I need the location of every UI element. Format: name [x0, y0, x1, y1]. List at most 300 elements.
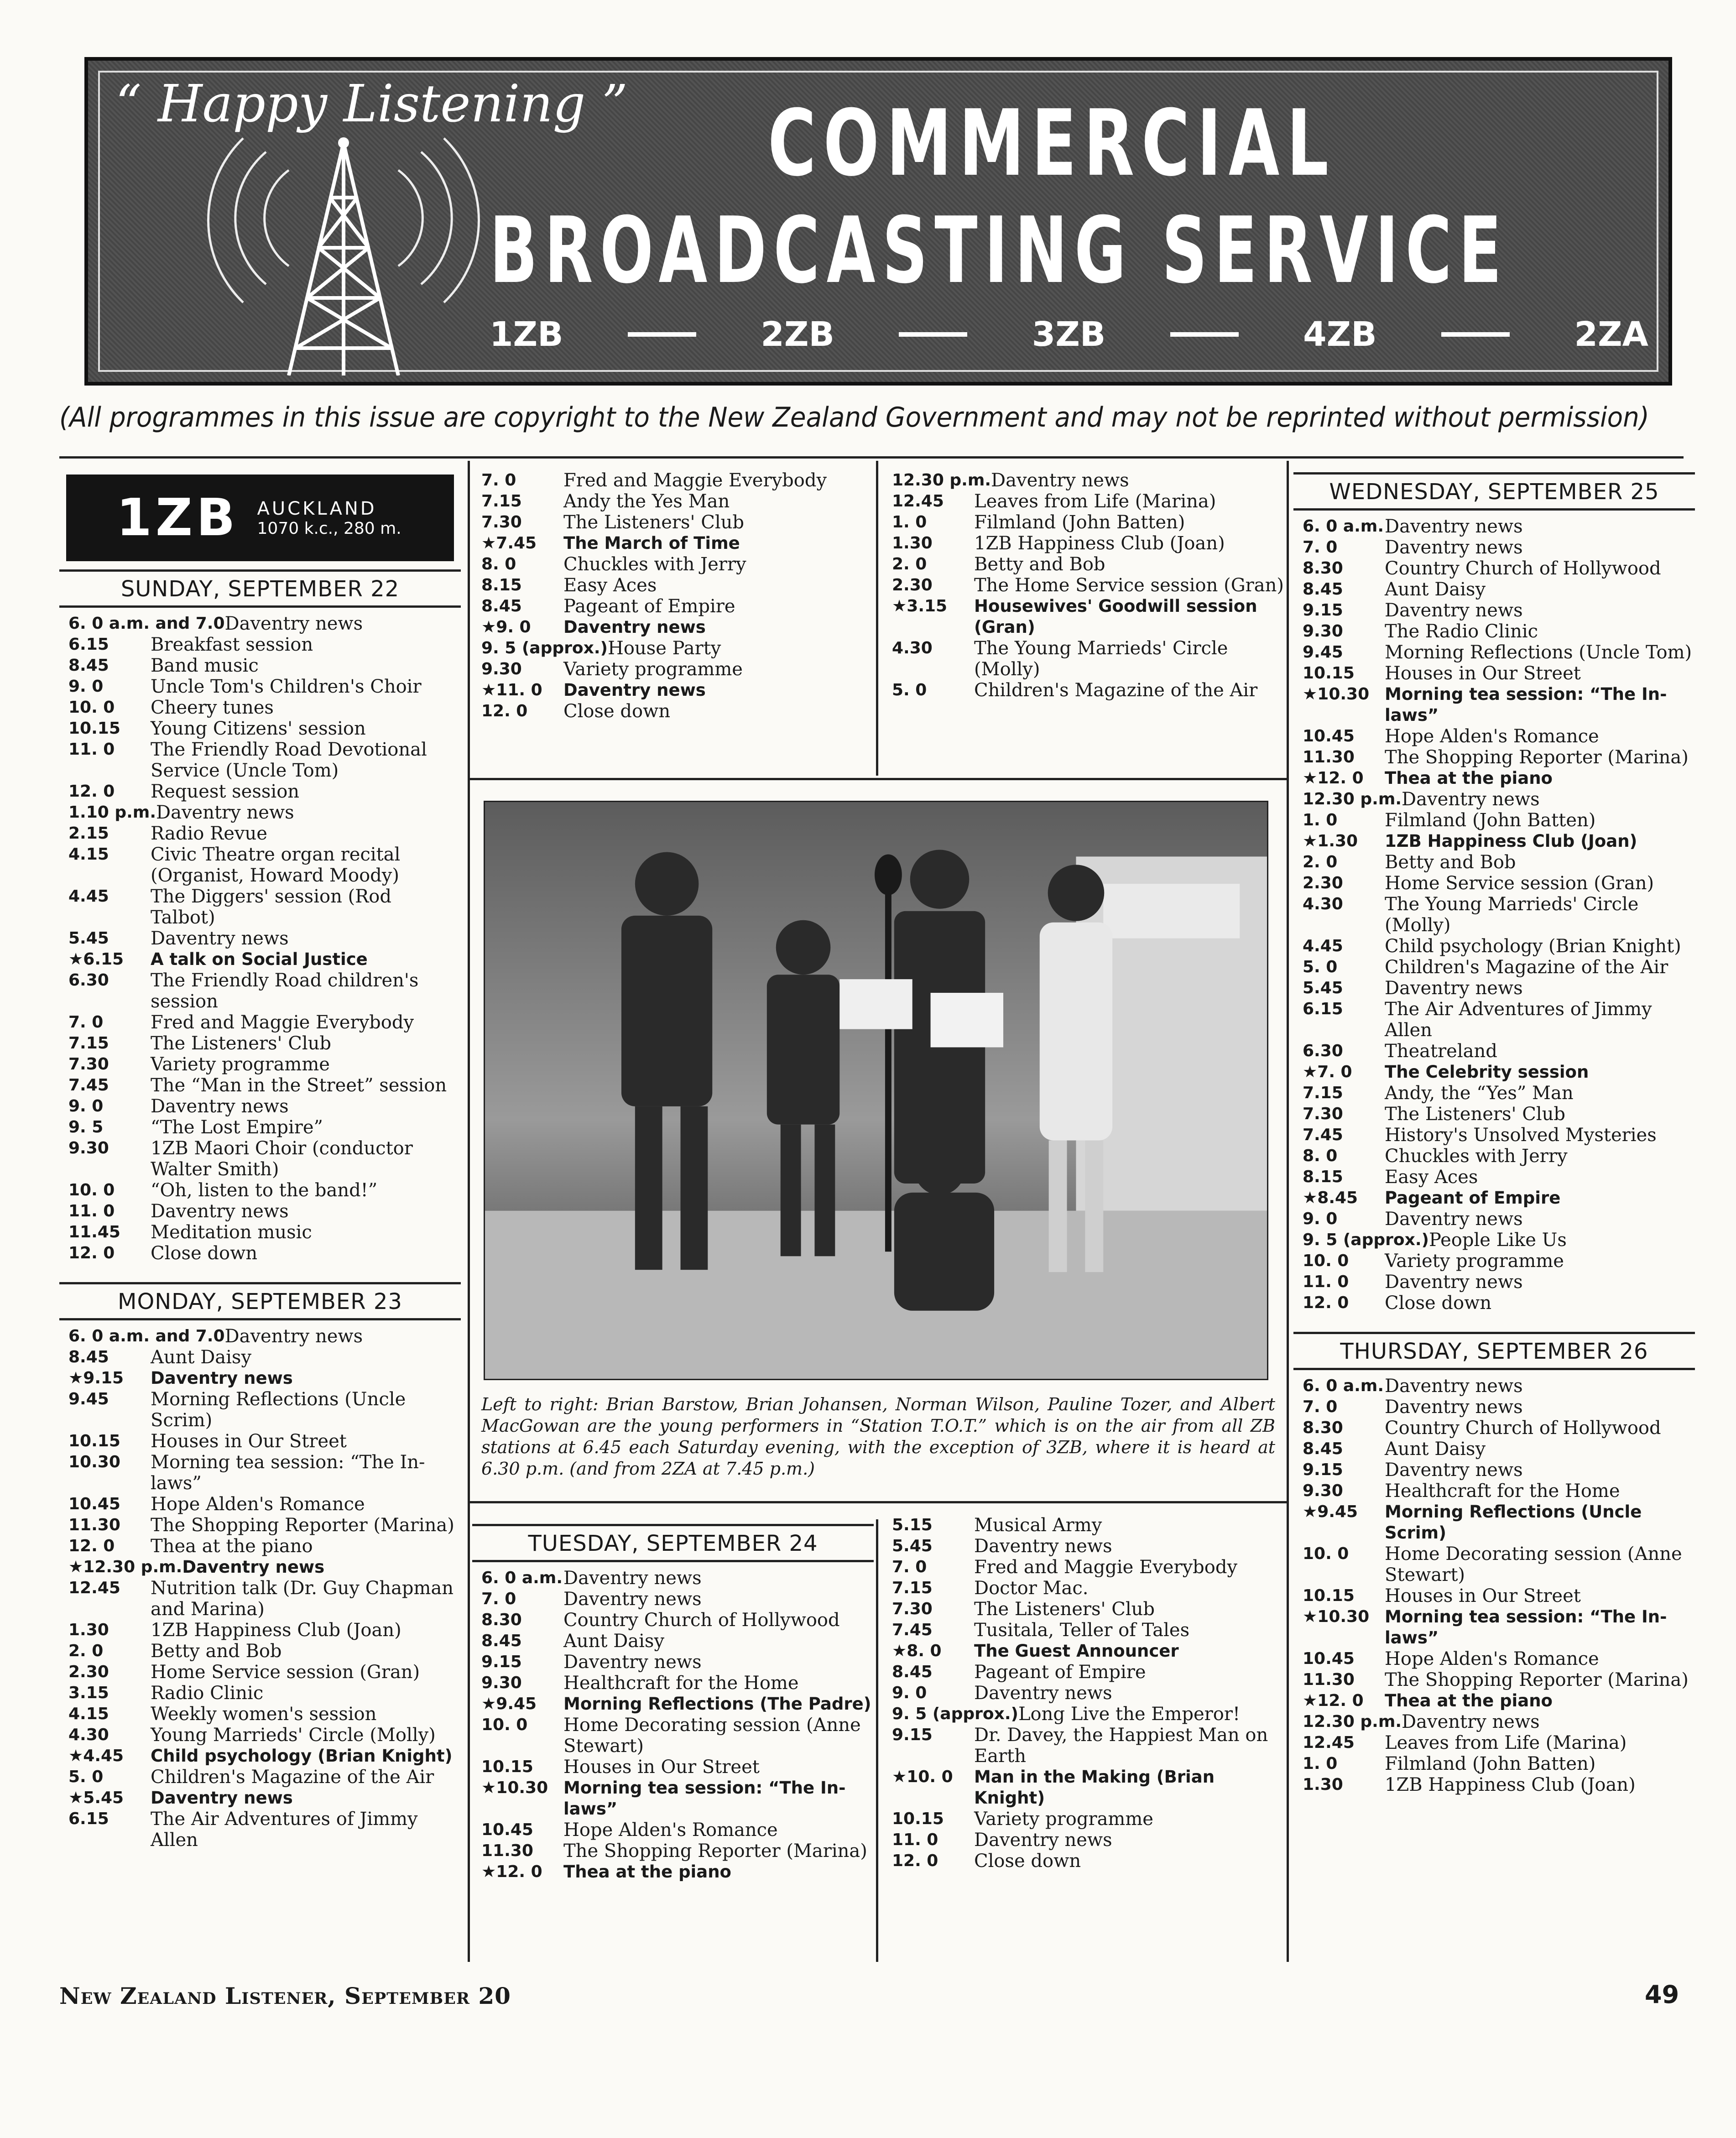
station-call-sign: 1ZB — [116, 488, 239, 548]
schedule-entry — [1293, 537, 1695, 558]
entry-time: 12. 0 — [1303, 1293, 1349, 1312]
schedule-entry — [59, 1683, 461, 1704]
schedule-entry — [59, 802, 461, 823]
schedule-entry — [1293, 516, 1695, 537]
schedule-entry — [472, 659, 874, 680]
entry-time: 12. 0 — [68, 1244, 115, 1262]
schedule-entry — [59, 697, 461, 718]
schedule-entry — [59, 1641, 461, 1662]
schedule-wednesday — [1293, 516, 1695, 1314]
entry-time: ★11. 0 — [481, 681, 542, 699]
entry-programme: Aunt Daisy — [1385, 1439, 1486, 1460]
schedule-entry — [472, 1673, 874, 1694]
entry-programme: Aunt Daisy — [563, 1631, 665, 1652]
entry-programme: Child psychology (Brian Knight) — [1385, 936, 1681, 957]
entry-time: 8. 0 — [481, 555, 516, 574]
entry-programme: Breakfast session — [151, 634, 313, 655]
entry-time: 2. 0 — [1303, 853, 1338, 871]
entry-time: 10.15 — [1303, 664, 1355, 683]
entry-time: ★12.30 p.m. — [68, 1558, 182, 1576]
schedule-entry — [883, 1683, 1284, 1704]
entry-programme: The Shopping Reporter (Marina) — [1385, 1669, 1689, 1690]
entry-programme: Children's Magazine of the Air — [974, 680, 1258, 701]
entry-programme: Pageant of Empire — [974, 1662, 1146, 1683]
entry-time: 12.30 p.m. — [892, 471, 991, 490]
entry-time: 2.30 — [892, 576, 933, 594]
entry-time: 11.30 — [1303, 748, 1355, 767]
schedule-entry — [1293, 789, 1695, 810]
schedule-entry — [472, 470, 874, 491]
entry-time: 6. 0 a.m. — [1303, 1377, 1384, 1395]
entry-time: 2.30 — [68, 1663, 109, 1681]
schedule-entry — [883, 491, 1284, 512]
entry-programme: Home Decorating session (Anne Stewart) — [563, 1715, 861, 1757]
schedule-entry — [59, 1746, 461, 1767]
schedule-entry — [59, 928, 461, 949]
schedule-entry — [59, 970, 461, 1012]
entry-time: 5.15 — [892, 1516, 933, 1534]
entry-programme: Fred and Maggie Everybody — [974, 1557, 1238, 1578]
entry-time: 6. 0 a.m. — [1303, 517, 1384, 536]
entry-programme: Easy Aces — [1385, 1167, 1478, 1188]
entry-time: 4.45 — [68, 887, 109, 906]
entry-time: 7.15 — [892, 1579, 933, 1597]
entry-programme: The Friendly Road Devotional Service (Uncle Tom) — [151, 739, 427, 781]
entry-time: 8. 0 — [1303, 1147, 1338, 1165]
entry-time: 10.45 — [1303, 727, 1355, 746]
entry-time: 9.45 — [1303, 643, 1343, 662]
entry-programme: Theatreland — [1385, 1041, 1497, 1062]
schedule-entry — [883, 1830, 1284, 1851]
entry-time: ★8. 0 — [892, 1642, 942, 1660]
entry-programme: “The Lost Empire” — [151, 1117, 323, 1138]
entry-programme: Daventry news — [151, 1368, 293, 1388]
entry-time: ★7. 0 — [1303, 1063, 1352, 1081]
schedule-entry — [883, 1620, 1284, 1641]
entry-time: 5. 0 — [892, 681, 927, 699]
entry-programme: 1ZB Happiness Club (Joan) — [151, 1620, 401, 1641]
entry-programme: Variety programme — [974, 1809, 1153, 1830]
entry-programme: Morning tea session: “The In-laws” — [151, 1452, 425, 1494]
entry-time: 11.30 — [481, 1841, 533, 1860]
schedule-entry — [883, 1662, 1284, 1683]
banner-title-line2: BROADCASTING SERVICE — [490, 198, 1509, 304]
banner-title-line1: COMMERCIAL — [768, 90, 1336, 197]
schedule-entry — [59, 1326, 461, 1347]
column-3-top — [883, 470, 1284, 701]
column-3-bottom — [883, 1515, 1284, 1872]
entry-programme: 1ZB Happiness Club (Joan) — [1385, 831, 1637, 851]
entry-programme: Filmland (John Batten) — [1385, 1753, 1596, 1774]
schedule-entry — [1293, 1669, 1695, 1690]
entry-time: 9.15 — [1303, 1460, 1343, 1479]
entry-programme: Pageant of Empire — [1385, 1188, 1561, 1208]
column-1 — [59, 475, 461, 1851]
entry-time: 10. 0 — [68, 1181, 115, 1199]
schedule-entry — [59, 1033, 461, 1054]
entry-time: 9. 5 (approx.) — [481, 639, 608, 657]
entry-programme: Children's Magazine of the Air — [1385, 957, 1668, 978]
entry-time: 4.30 — [68, 1726, 109, 1744]
entry-programme: The Listeners' Club — [974, 1599, 1155, 1620]
schedule-entry — [883, 1515, 1284, 1536]
schedule-entry — [472, 533, 874, 554]
entry-programme: Young Citizens' session — [151, 718, 366, 739]
entry-programme: The Radio Clinic — [1385, 621, 1538, 642]
entry-programme: The Young Marrieds' Circle (Molly) — [1385, 894, 1639, 936]
entry-time: 6.15 — [1303, 1000, 1343, 1018]
entry-time: 10. 0 — [68, 698, 115, 717]
entry-time: 11.30 — [1303, 1670, 1355, 1689]
divider — [628, 332, 696, 337]
schedule-entry — [1293, 1272, 1695, 1293]
station-code: 2ZB — [761, 315, 834, 354]
entry-programme: Thea at the piano — [1385, 768, 1553, 788]
entry-programme: Musical Army — [974, 1515, 1102, 1536]
entry-time: 10.45 — [68, 1495, 120, 1513]
schedule-entry — [883, 1557, 1284, 1578]
schedule-entry — [1293, 1062, 1695, 1083]
entry-time: 11. 0 — [1303, 1272, 1349, 1291]
entry-programme: Daventry news — [1385, 537, 1523, 558]
entry-programme: Healthcraft for the Home — [1385, 1481, 1620, 1502]
entry-programme: Daventry news — [1385, 1272, 1523, 1293]
entry-time: 7.15 — [1303, 1084, 1343, 1102]
header-banner — [84, 57, 1672, 386]
entry-time: 10.45 — [1303, 1649, 1355, 1668]
entry-programme: 1ZB Happiness Club (Joan) — [974, 533, 1225, 554]
entry-programme: Daventry news — [1402, 789, 1540, 810]
banner-tagline: “ Happy Listening ” — [115, 74, 628, 134]
entry-time: ★10.30 — [481, 1778, 548, 1797]
entry-programme: “Oh, listen to the band!” — [151, 1180, 378, 1201]
entry-time: 11. 0 — [68, 1202, 115, 1220]
entry-time: 7.30 — [892, 1600, 933, 1618]
schedule-entry — [1293, 852, 1695, 873]
schedule-entry — [472, 1862, 874, 1882]
entry-time: 7.30 — [1303, 1105, 1343, 1123]
schedule-entry — [1293, 1439, 1695, 1460]
entry-programme: Home Service session (Gran) — [1385, 873, 1654, 894]
entry-programme: Daventry news — [563, 680, 706, 700]
entry-time: 1. 0 — [1303, 811, 1338, 829]
entry-programme: Daventry news — [1385, 1209, 1523, 1230]
entry-programme: Daventry news — [151, 928, 289, 949]
schedule-entry — [59, 1222, 461, 1243]
entry-time: ★9.45 — [1303, 1502, 1358, 1521]
schedule-entry — [59, 949, 461, 970]
schedule-entry — [1293, 936, 1695, 957]
entry-time: 9.15 — [481, 1653, 522, 1671]
entry-time: 9. 0 — [892, 1684, 927, 1702]
performers-photo — [484, 801, 1268, 1380]
entry-programme: Daventry news — [974, 1536, 1112, 1557]
entry-time: 5. 0 — [1303, 958, 1338, 976]
entry-time: ★9.45 — [481, 1695, 537, 1713]
entry-time: ★12. 0 — [1303, 769, 1364, 787]
entry-programme: Band music — [151, 655, 259, 676]
entry-time: 8.45 — [68, 1348, 109, 1366]
entry-programme: 1ZB Maori Choir (conductor Walter Smith) — [151, 1138, 413, 1180]
schedule-entry — [59, 1788, 461, 1809]
schedule-entry — [59, 1368, 461, 1389]
divider — [1170, 332, 1239, 337]
schedule-entry — [1293, 1774, 1695, 1795]
entry-time: 11.45 — [68, 1223, 120, 1241]
entry-time: 9.30 — [481, 1674, 522, 1692]
day-heading-monday: MONDAY, SEPTEMBER 23 — [59, 1282, 461, 1320]
entry-programme: Morning tea session: “The In-laws” — [1385, 684, 1667, 725]
schedule-entry — [1293, 747, 1695, 768]
entry-time: ★3.15 — [892, 597, 948, 615]
entry-programme: House Party — [607, 638, 721, 659]
entry-programme: The Air Adventures of Jimmy Allen — [151, 1809, 418, 1851]
entry-time: 2. 0 — [68, 1642, 104, 1660]
schedule-entry — [1293, 642, 1695, 663]
entry-programme: Daventry news — [974, 1683, 1112, 1704]
entry-time: 10.45 — [481, 1820, 533, 1839]
entry-time: ★6.15 — [68, 950, 124, 969]
schedule-entry — [59, 1536, 461, 1557]
entry-programme: 1ZB Happiness Club (Joan) — [1385, 1774, 1636, 1795]
entry-programme: Daventry news — [563, 1568, 702, 1589]
entry-time: 6.15 — [68, 635, 109, 654]
entry-time: ★10.30 — [1303, 1607, 1370, 1626]
day-heading-sunday: SUNDAY, SEPTEMBER 22 — [59, 569, 461, 608]
entry-time: 10.30 — [68, 1453, 120, 1471]
entry-programme: Housewives' Goodwill session (Gran) — [974, 596, 1257, 637]
entry-programme: The Home Service session (Gran) — [974, 575, 1284, 596]
entry-time: 4.15 — [68, 845, 109, 864]
entry-time: 10.15 — [68, 1432, 120, 1450]
entry-time: 1.30 — [68, 1621, 109, 1639]
station-box — [66, 475, 454, 561]
entry-time: 10.15 — [481, 1757, 533, 1776]
schedule-entry — [1293, 768, 1695, 789]
photo-caption: Left to right: Brian Barstow, Brian Johansen, Norman Wilson, Pauline Tozer, and Albert MacGowan are the young performers in “Station T.O.T.” which is on the air from all ZB stations at 6.45 each Saturday evening, with the exception of 3ZB, where it is heard at 6.30 p.m. (and from 2ZA at 7.45 p.m.) — [481, 1394, 1275, 1479]
entry-programme: Daventry news — [1385, 1460, 1523, 1481]
station-code: 4ZB — [1303, 315, 1377, 354]
entry-programme: Cheery tunes — [151, 697, 274, 718]
entry-time: 6. 0 a.m. — [481, 1569, 563, 1587]
schedule-entry — [472, 1820, 874, 1841]
entry-programme: Daventry news — [224, 613, 363, 634]
entry-programme: Daventry news — [563, 1652, 702, 1673]
schedule-entry — [59, 655, 461, 676]
divider — [1441, 332, 1510, 337]
entry-time: 1. 0 — [1303, 1754, 1338, 1773]
schedule-entry — [59, 886, 461, 928]
schedule-entry — [1293, 1690, 1695, 1711]
entry-time: 9. 0 — [68, 677, 104, 696]
day-heading-wednesday: WEDNESDAY, SEPTEMBER 25 — [1293, 472, 1695, 511]
schedule-entry — [1293, 1293, 1695, 1314]
entry-time: 2.30 — [1303, 874, 1343, 892]
entry-time: ★10. 0 — [892, 1768, 953, 1786]
entry-programme: The Friendly Road children's session — [151, 970, 419, 1012]
entry-programme: Home Service session (Gran) — [151, 1662, 420, 1683]
entry-programme: Daventry news — [151, 1096, 289, 1117]
entry-programme: Daventry news — [563, 1589, 702, 1610]
schedule-entry — [883, 1725, 1284, 1767]
entry-time: 6. 0 a.m. and 7.0 — [68, 1327, 225, 1345]
schedule-entry — [472, 1568, 874, 1589]
entry-time: 9.30 — [1303, 1481, 1343, 1500]
entry-programme: The March of Time — [563, 533, 740, 553]
copyright-notice: (All programmes in this issue are copyright to the New Zealand Government and may not be reprinted without permission) — [59, 402, 1649, 433]
schedule-entry — [472, 1778, 874, 1820]
schedule-entry — [59, 1180, 461, 1201]
schedule-entry — [1293, 1251, 1695, 1272]
entry-time: 8.45 — [892, 1663, 933, 1681]
entry-programme: Uncle Tom's Children's Choir — [151, 676, 422, 697]
column-divider — [468, 461, 470, 1962]
schedule-entry — [472, 1841, 874, 1862]
column-4 — [1293, 465, 1695, 1795]
entry-programme: Morning tea session: “The In-laws” — [563, 1778, 846, 1819]
divider — [899, 332, 967, 337]
entry-time: 9.15 — [1303, 601, 1343, 620]
entry-programme: Easy Aces — [563, 575, 657, 596]
schedule-sunday — [59, 613, 461, 1264]
entry-programme: The Celebrity session — [1385, 1062, 1589, 1082]
schedule-entry — [1293, 1606, 1695, 1648]
entry-programme: The Guest Announcer — [974, 1641, 1179, 1661]
schedule-entry — [883, 1704, 1284, 1725]
entry-time: 6.30 — [68, 971, 109, 990]
schedule-entry — [1293, 1209, 1695, 1230]
schedule-entry — [472, 575, 874, 596]
entry-time: 8.30 — [481, 1611, 522, 1629]
schedule-entry — [883, 1536, 1284, 1557]
entry-programme: Country Church of Hollywood — [1385, 558, 1661, 579]
entry-programme: Fred and Maggie Everybody — [563, 470, 827, 491]
entry-programme: Civic Theatre organ recital (Organist, Howard Moody) — [151, 844, 401, 886]
entry-programme: Meditation music — [151, 1222, 312, 1243]
entry-programme: Daventry news — [974, 1830, 1112, 1851]
entry-time: 4.45 — [1303, 937, 1343, 955]
entry-programme: Pageant of Empire — [563, 596, 735, 617]
entry-programme: Long Live the Emperor! — [1018, 1704, 1241, 1725]
entry-time: 9. 0 — [68, 1097, 104, 1116]
entry-time: 7. 0 — [481, 1590, 516, 1608]
schedule-entry — [472, 638, 874, 659]
station-frequency: 1070 k.c., 280 m. — [257, 519, 401, 538]
schedule-entry — [59, 1201, 461, 1222]
schedule-tuesday-evening — [883, 1515, 1284, 1872]
entry-programme: Healthcraft for the Home — [563, 1673, 799, 1694]
entry-time: 10. 0 — [1303, 1252, 1349, 1270]
station-city: AUCKLAND — [257, 498, 377, 519]
page-number: 49 — [1645, 1980, 1679, 2009]
entry-time: 5.45 — [892, 1537, 933, 1555]
entry-time: 12.45 — [892, 492, 944, 511]
schedule-entry — [59, 1557, 461, 1578]
entry-programme: Aunt Daisy — [151, 1347, 252, 1368]
schedule-entry — [59, 1704, 461, 1725]
schedule-entry — [1293, 600, 1695, 621]
entry-programme: Nutrition talk (Dr. Guy Chapman and Marina) — [151, 1578, 454, 1620]
entry-time: 10. 0 — [481, 1716, 528, 1734]
entry-programme: Chuckles with Jerry — [1385, 1146, 1568, 1167]
entry-programme: Morning Reflections (The Padre) — [563, 1694, 871, 1714]
station-code: 3ZB — [1032, 315, 1106, 354]
schedule-entry — [883, 1767, 1284, 1809]
schedule-entry — [1293, 1585, 1695, 1606]
column-2-top — [472, 470, 874, 722]
entry-time: 9. 5 (approx.) — [892, 1705, 1018, 1723]
entry-time: 9.15 — [892, 1726, 933, 1744]
entry-programme: Children's Magazine of the Air — [151, 1767, 434, 1788]
schedule-entry — [1293, 558, 1695, 579]
entry-programme: Daventry news — [1385, 516, 1523, 537]
entry-time: 5.45 — [68, 929, 109, 948]
entry-time: 6.30 — [1303, 1042, 1343, 1060]
schedule-entry — [1293, 1502, 1695, 1544]
schedule-entry — [1293, 1753, 1695, 1774]
entry-time: ★5.45 — [68, 1789, 124, 1807]
entry-time: 7.30 — [481, 513, 522, 532]
entry-time: 8.45 — [481, 597, 522, 615]
divider — [470, 1501, 1287, 1503]
entry-time: 1.10 p.m. — [68, 803, 156, 822]
schedule-entry — [883, 1809, 1284, 1830]
publication-footer: New Zealand Listener, September 20 — [59, 1982, 511, 2009]
schedule-entry — [59, 1012, 461, 1033]
schedule-entry — [59, 1515, 461, 1536]
entry-programme: Daventry news — [151, 1788, 293, 1808]
entry-time: ★9.15 — [68, 1369, 124, 1387]
entry-programme: A talk on Social Justice — [151, 949, 368, 969]
schedule-entry — [472, 554, 874, 575]
entry-time: 12. 0 — [481, 702, 528, 720]
entry-programme: Fred and Maggie Everybody — [151, 1012, 414, 1033]
entry-time: 8.45 — [1303, 580, 1343, 599]
schedule-entry — [1293, 894, 1695, 936]
schedule-entry — [59, 1809, 461, 1851]
schedule-entry — [1293, 663, 1695, 684]
schedule-entry — [1293, 1376, 1695, 1397]
entry-time: ★4.45 — [68, 1747, 124, 1765]
schedule-entry — [1293, 1544, 1695, 1585]
entry-time: 12.30 p.m. — [1303, 790, 1402, 808]
entry-programme: The Air Adventures of Jimmy Allen — [1385, 999, 1652, 1041]
schedule-entry — [1293, 1648, 1695, 1669]
schedule-thursday — [1293, 1376, 1695, 1795]
schedule-entry — [472, 1694, 874, 1715]
schedule-entry — [59, 1452, 461, 1494]
entry-time: 10.15 — [892, 1809, 944, 1828]
schedule-entry — [1293, 621, 1695, 642]
schedule-entry — [59, 1431, 461, 1452]
schedule-entry — [59, 1494, 461, 1515]
schedule-entry — [883, 533, 1284, 554]
schedule-entry — [883, 470, 1284, 491]
entry-programme: The Young Marrieds' Circle (Molly) — [974, 638, 1228, 680]
entry-programme: Thea at the piano — [563, 1862, 731, 1882]
entry-programme: Variety programme — [563, 659, 743, 680]
schedule-entry — [472, 1652, 874, 1673]
schedule-entry — [59, 1117, 461, 1138]
schedule-entry — [1293, 957, 1695, 978]
day-heading-thursday: THURSDAY, SEPTEMBER 26 — [1293, 1332, 1695, 1370]
column-divider — [876, 461, 878, 776]
schedule-entry — [1293, 1167, 1695, 1188]
entry-time: ★8.45 — [1303, 1189, 1358, 1207]
schedule-entry — [883, 1641, 1284, 1662]
schedule-entry — [883, 1578, 1284, 1599]
schedule-entry — [883, 596, 1284, 638]
